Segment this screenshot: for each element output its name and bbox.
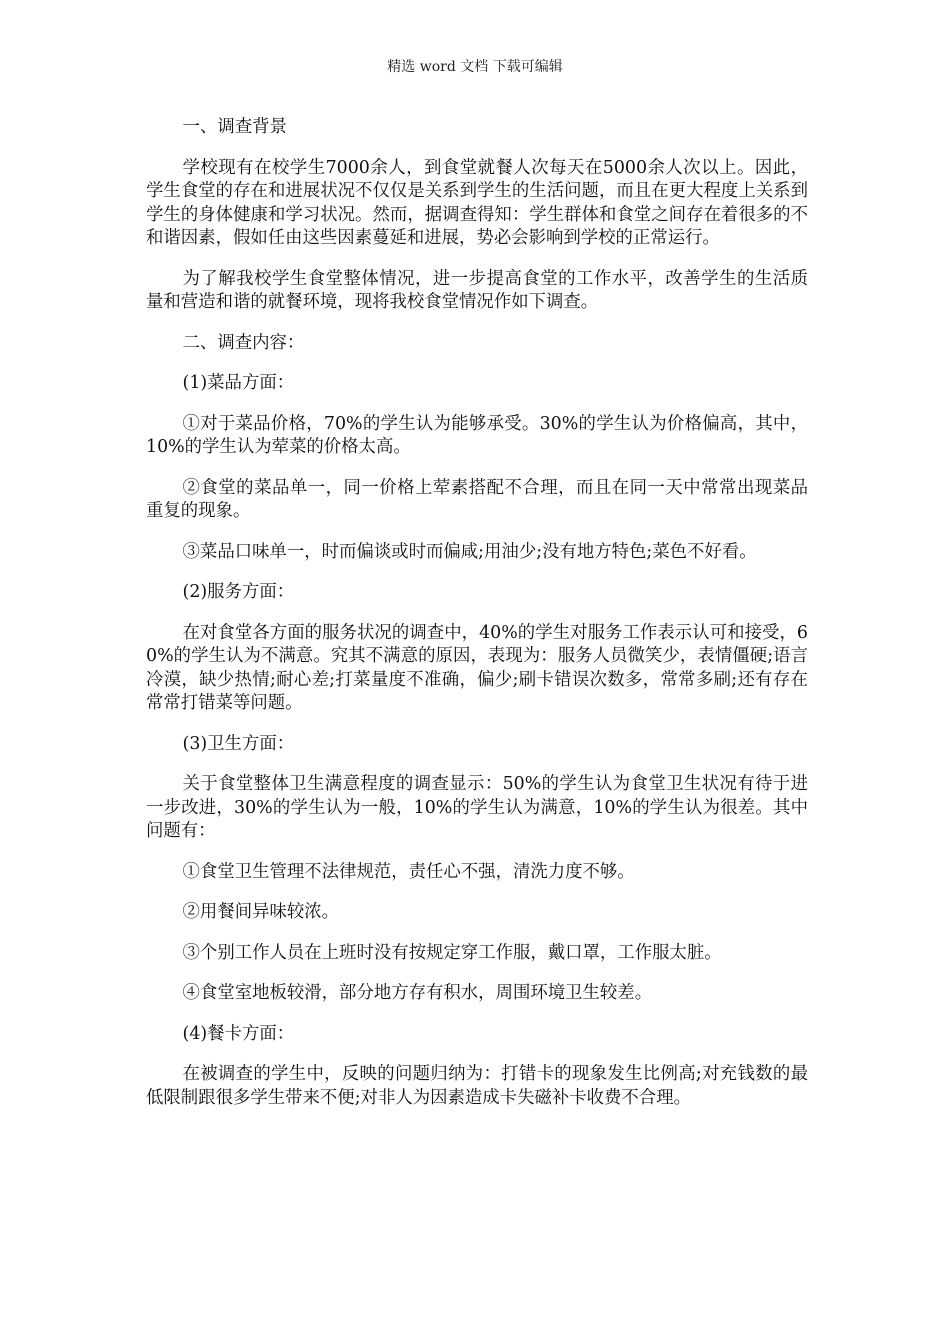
section-heading-background: 一、调查背景	[182, 117, 287, 137]
dish-point-1: ①对于菜品价格，70%的学生认为能够承受。30%的学生认为价格偏高，其中，10%的学生认为荤菜的价格太高。	[146, 413, 808, 457]
hygiene-paragraph: 关于食堂整体卫生满意程度的调查显示：50%的学生认为食堂卫生状况有待于进一步改进，30%的学生认为一般，10%的学生认为满意，10%的学生认为很差。其中问题有：	[146, 774, 808, 841]
subheading-dishes: (1)菜品方面：	[182, 373, 295, 393]
subheading-meal-card: (4)餐卡方面：	[182, 1023, 295, 1044]
paragraph-purpose: 为了解我校学生食堂整体情况，进一步提高食堂的工作水平，改善学生的生活质量和营造和谐的就餐环境，现将我校食堂情况作如下调查。	[146, 268, 808, 312]
hygiene-point-3: ③个别工作人员在上班时没有按规定穿工作服，戴口罩，工作服太脏。	[182, 942, 722, 963]
subheading-service: (2)服务方面：	[182, 582, 295, 602]
meal-card-paragraph: 在被调查的学生中，反映的问题归纳为：打错卡的现象发生比例高;对充钱数的最低限制跟很多学生带来不便;对非人为因素造成卡失磁补卡收费不合理。	[146, 1064, 808, 1108]
hygiene-point-1: ①食堂卫生管理不法律规范，责任心不强，清洗力度不够。	[182, 861, 635, 882]
hygiene-point-4: ④食堂室地板较滑，部分地方存有积水，周围环境卫生较差。	[182, 983, 653, 1003]
dish-point-2: ②食堂的菜品单一，同一价格上荤素搭配不合理，而且在同一天中常常出现菜品重复的现象。	[146, 477, 808, 521]
page-header: 精选 word 文档 下载可编辑	[387, 59, 563, 75]
paragraph-background: 学校现有在校学生7000余人，到食堂就餐人次每天在5000余人次以上。因此，学生食堂的存在和进展状况不仅仅是关系到学生的生活问题，而且在更大程度上关系到学生的身体健康和学习状况。然而，据调查得知：学生群体和食堂之间存在着很多的不和谐因素，假如任由这些因素蔓延和进展，势必会影响到学校的正常运行。	[146, 157, 808, 248]
service-paragraph: 在对食堂各方面的服务状况的调查中，40%的学生对服务工作表示认可和接受，60%的学生认为不满意。究其不满意的原因，表现为：服务人员微笑少，表情僵硬;语言冷漠，缺少热情;耐心差;打菜量度不准确，偏少;刷卡错误次数多，常常多刷;还有存在常常打错菜等问题。	[146, 622, 808, 713]
dish-point-3: ③菜品口味单一，时而偏谈或时而偏咸;用油少;没有地方特色;菜色不好看。	[182, 541, 757, 562]
section-heading-content: 二、调查内容：	[182, 332, 305, 353]
subheading-hygiene: (3)卫生方面：	[182, 733, 295, 754]
document-body	[146, 116, 808, 1127]
hygiene-point-2: ②用餐间异味较浓。	[182, 902, 340, 922]
